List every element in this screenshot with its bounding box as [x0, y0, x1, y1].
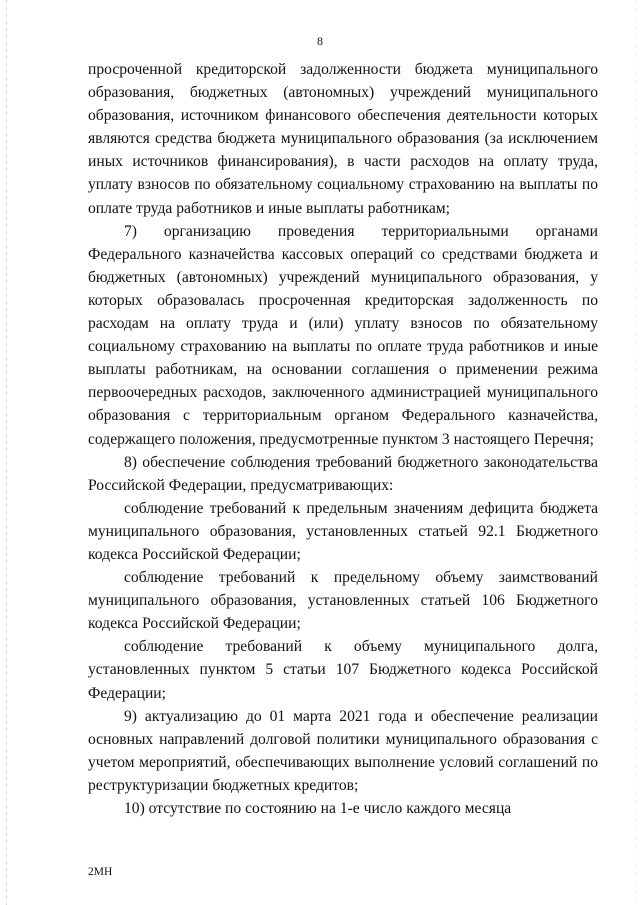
paragraph-item-9: 9) актуализацию до 01 марта 2021 года и обеспечение реализации основных направлений долговой политики муниципального образования с учетом мероприятий, обеспечивающих выполнение условий соглашений по реструктуризации бюджетных кредитов; — [88, 707, 598, 794]
paragraph-item-8: 8) обеспечение соблюдения требований бюджетного законодательства Российской Федерации, предусматривающих: — [88, 453, 598, 494]
page-number: 8 — [317, 34, 323, 48]
paragraph-continuation: просроченной кредиторской задолженности бюджета муниципального образования, бюджетных (автономных) учреждений муниципального образования, источником финансового обеспечения деятельности которых являются средства бюджета муниципального образования (за исключением иных источников финансирования), в части расходов на оплату труда, уплату взносов по обязательному социальному страхованию на выплаты по оплате труда работников и иные выплаты работникам; — [88, 61, 598, 217]
paragraph-borrowing-requirements: соблюдение требований к предельному объему заимствований муниципального образования, установленных статьей 106 Бюджетного кодекса Российской Федерации; — [88, 569, 598, 633]
paragraph-deficit-requirements: соблюдение требований к предельным значениям дефицита бюджета муниципального образования, установленных статьей 92.1 Бюджетного кодекса Российской Федерации; — [88, 499, 598, 563]
scan-left-edge — [6, 0, 7, 905]
paragraph-item-10: 10) отсутствие по состоянию на 1-е число каждого месяца — [124, 800, 512, 817]
document-body — [88, 58, 598, 820]
scan-right-edge — [635, 0, 636, 905]
footer-code: 2МН — [88, 866, 113, 878]
paragraph-debt-requirements: соблюдение требований к объему муниципального долга, установленных пунктом 5 статьи 107 Бюджетного кодекса Российской Федерации; — [88, 638, 598, 702]
paragraph-item-7: 7) организацию проведения территориальными органами Федерального казначейства кассовых операций со средствами бюджета и бюджетных (автономных) учреждений муниципального образования, у которых образовалась просроченная кредиторская задолженность по расходам на оплату труда и (или) уплату взносов по обязательному социальному страхованию на выплаты по оплате труда работников и иные выплаты работникам, на основании соглашения о применении режима первоочередных расходов, заключенного администрацией муниципального образования с территориальным органом Федерального казначейства, содержащего положения, предусмотренные пунктом 3 настоящего Перечня; — [88, 222, 598, 448]
